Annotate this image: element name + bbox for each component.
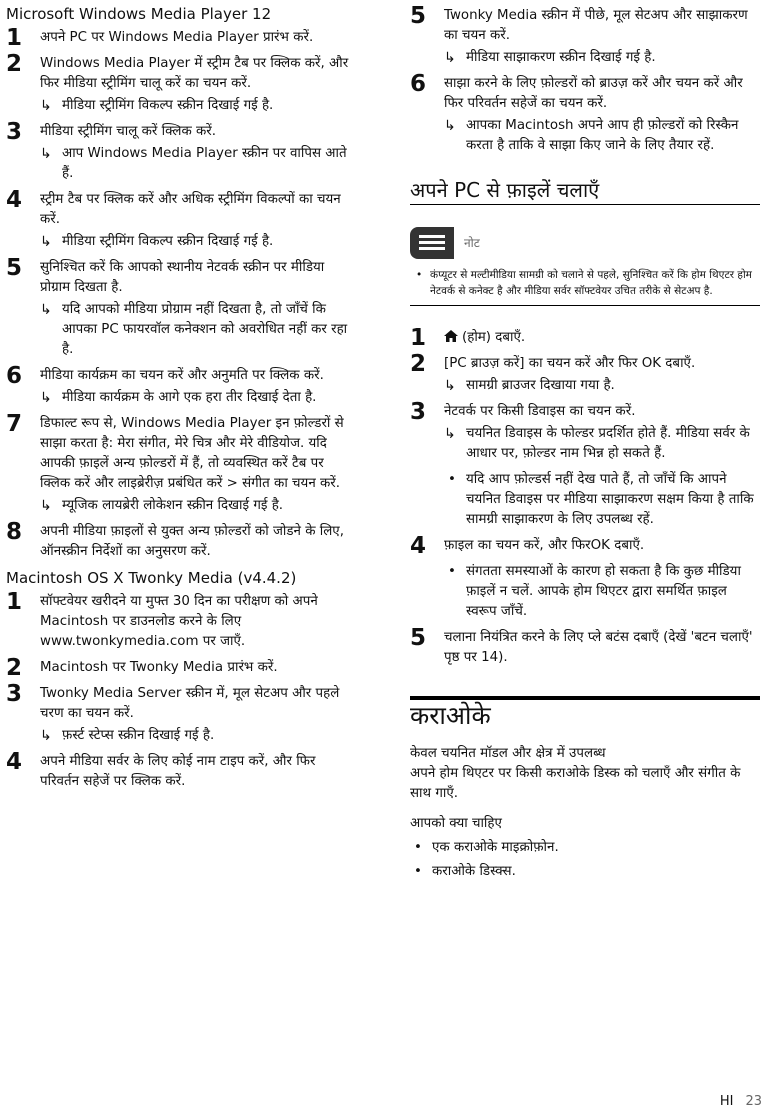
need-item-text: एक कराओके माइक्रोफ़ोन.	[432, 840, 559, 855]
mac-steps-continued	[410, 3, 760, 156]
step-text	[444, 628, 760, 668]
step-result	[40, 496, 356, 516]
result-text: मीडिया साझाकरण स्क्रीन दिखाई गई है.	[466, 50, 656, 65]
left-column	[6, 0, 356, 798]
step-number: 2	[410, 351, 427, 377]
result-text: मीडिया कार्यक्रम के आगे एक हरा तीर दिखाई देता है.	[62, 390, 317, 405]
need-item: • कराओके डिस्क्स.	[414, 864, 516, 879]
step-number: 7	[6, 411, 23, 437]
step-text	[40, 54, 356, 94]
note-label: नोट	[464, 236, 480, 250]
note-icon	[410, 227, 454, 259]
step-label: (होम) दबाएँ.	[462, 330, 526, 345]
step-text	[40, 592, 356, 652]
step-label: फ़ाइल का चयन करें, और फिरOK दबाएँ.	[444, 538, 645, 553]
step-result	[444, 376, 760, 396]
step-number: 1	[410, 325, 427, 351]
step-label: Twonky Media स्क्रीन में पीछे, मूल सेटअप और साझाकरण का चयन करें.	[444, 8, 748, 43]
step-bullet: • यदि आप फ़ोल्डर्स नहीं देख पाते हैं, तो जाँचें कि आपने चयनित डिवाइस पर मीडिया साझाकरण सक्षम किया है ताकि सामग्री साझाकरण के लिए उपलब्ध रहें.	[448, 472, 754, 527]
step-text	[444, 6, 760, 46]
result-text: आपका Macintosh अपने आप ही फ़ोल्डरों को रिस्कैन करता है ताकि वे साझा किए जाने के लिए तैयार रहें.	[466, 118, 739, 153]
result-arrow-icon: ↳	[40, 234, 52, 250]
step-label: मीडिया कार्यक्रम का चयन करें और अनुमति पर क्लिक करें.	[40, 368, 324, 383]
step-label: साझा करने के लिए फ़ोल्डरों को ब्राउज़ करें और चयन करें और फिर परिवर्तन सहेजें का चयन करें.	[444, 76, 743, 111]
need-label: आपको क्या चाहिए	[410, 816, 502, 831]
result-arrow-icon: ↳	[40, 146, 52, 162]
step-number: 5	[6, 255, 23, 281]
step	[6, 519, 356, 562]
section-karaoke	[410, 696, 760, 730]
step	[410, 71, 760, 156]
step-text	[444, 536, 760, 556]
step-result	[444, 424, 760, 464]
step-text	[444, 74, 760, 114]
step	[6, 681, 356, 746]
need-list	[410, 838, 760, 882]
result-text: मीडिया स्ट्रीमिंग विकल्प स्क्रीन दिखाई गई है.	[62, 234, 274, 249]
step-number: 4	[6, 187, 23, 213]
step-label: [PC ब्राउज़ करें] का चयन करें और फिर OK दबाएँ.	[444, 356, 696, 371]
footer-lang: HI	[719, 1094, 734, 1109]
page-footer	[720, 1092, 762, 1112]
step-number: 3	[6, 119, 23, 145]
step-label: चलाना नियंत्रित करने के लिए प्ले बटंस दबाएँ (देखें 'बटन चलाएँ' पृष्ठ पर 14).	[444, 630, 753, 665]
result-text: यदि आपको मीडिया प्रोग्राम नहीं दिखता है, तो जाँचें कि आपका PC फायरवॉल कनेक्शन को अवरोधित नहीं कर रहा है.	[62, 302, 348, 357]
step-text	[40, 258, 356, 298]
step	[410, 325, 760, 351]
step-label: Windows Media Player में स्ट्रीम टैब पर क्लिक करें, और फिर मीडिया स्ट्रीमिंग चालू करें का चयन करें.	[40, 56, 349, 91]
note-box	[410, 227, 760, 306]
result-arrow-icon: ↳	[40, 98, 52, 114]
wmp-heading: Microsoft Windows Media Player 12	[6, 5, 272, 23]
step	[6, 363, 356, 408]
step-text	[40, 28, 356, 48]
step-number: 3	[6, 681, 23, 707]
result-text: सामग्री ब्राउजर दिखाया गया है.	[466, 378, 615, 393]
result-arrow-icon: ↳	[40, 728, 52, 744]
note-header	[410, 227, 760, 259]
step-label: Twonky Media Server स्क्रीन में, मूल सेटअप और पहले चरण का चयन करें.	[40, 686, 340, 721]
step-text	[444, 354, 760, 374]
step-result	[40, 300, 356, 360]
step-text	[444, 402, 760, 422]
step-number: 5	[410, 625, 427, 651]
step-label: डिफाल्ट रूप से, Windows Media Player इन फ़ोल्डरों से साझा करता है: मेरा संगीत, मेरे चित्र और मेरे वीडियोज. यदि आपकी फ़ाइलें अन्य फ़ोल्डरों में हैं, तो व्यवस्थित करें टैब पर क्लिक करें और लाइब्रेरीज़ प्रबंधित करें > संगीत का चयन करें.	[40, 416, 344, 491]
step	[6, 25, 356, 51]
step-text	[40, 658, 356, 678]
result-text: म्यूजिक लायब्रेरी लोकेशन स्क्रीन दिखाई गई है.	[62, 498, 284, 513]
result-arrow-icon: ↳	[40, 302, 52, 318]
step-label: अपने PC पर Windows Media Player प्रारंभ करें.	[40, 30, 314, 45]
section-karaoke-title: कराओके	[410, 696, 760, 726]
step-text	[40, 190, 356, 230]
step-number: 1	[6, 589, 23, 615]
result-text: मीडिया स्ट्रीमिंग विकल्प स्क्रीन दिखाई गई है.	[62, 98, 274, 113]
step-label: अपने मीडिया सर्वर के लिए कोई नाम टाइप करें, और फिर परिवर्तन सहेजें पर क्लिक करें.	[40, 754, 316, 789]
karaoke-description: अपने होम थिएटर पर किसी कराओके डिस्क को चलाएँ और संगीत के साथ गाएँ.	[410, 766, 741, 801]
result-arrow-icon: ↳	[444, 50, 456, 66]
result-arrow-icon: ↳	[40, 498, 52, 514]
step-text	[40, 414, 356, 494]
step	[6, 589, 356, 652]
note-item: • कंप्यूटर से मल्टीमीडिया सामग्री को चलाने से पहले, सुनिश्चित करें कि होम थिएटर होम नेटवर्क से कनेक्ट है और मीडिया सर्वर सॉफ्टवेयर उचित तरीके से सेटअप है.	[416, 269, 752, 297]
mac-heading: Macintosh OS X Twonky Media (v4.4.2)	[6, 569, 297, 587]
step-number: 1	[6, 25, 23, 51]
step-text	[40, 522, 356, 562]
step-result	[40, 96, 356, 116]
result-arrow-icon: ↳	[444, 118, 456, 134]
step	[410, 533, 760, 622]
step	[410, 351, 760, 396]
karaoke-intro	[410, 744, 760, 882]
bullet-text: संगतता समस्याओं के कारण हो सकता है कि कुछ मीडिया फ़ाइलें न चलें. आपके होम थिएटर द्वारा समर्थित फ़ाइल स्वरूप जाँचें.	[466, 564, 741, 619]
bullet-text: यदि आप फ़ोल्डर्स नहीं देख पाते हैं, तो जाँचें कि आपने चयनित डिवाइस पर मीडिया साझाकरण सक्षम किया है ताकि सामग्री साझाकरण के लिए उपलब्ध रहें.	[466, 472, 754, 527]
section-play-title: अपने PC से फ़ाइलें चलाएँ	[410, 180, 760, 205]
step-label: सुनिश्चित करें कि आपको स्थानीय नेटवर्क स्क्रीन पर मीडिया प्रोग्राम दिखता है.	[40, 260, 325, 295]
step-result	[40, 144, 356, 184]
step	[6, 255, 356, 360]
step-number: 5	[410, 3, 427, 29]
result-text: आप Windows Media Player स्क्रीन पर वापिस आते हैं.	[62, 146, 347, 181]
step-result	[40, 388, 356, 408]
result-arrow-icon: ↳	[444, 426, 456, 442]
step	[6, 187, 356, 252]
need-item: • एक कराओके माइक्रोफ़ोन.	[414, 840, 559, 855]
step-number: 8	[6, 519, 23, 545]
step-label: Macintosh पर Twonky Media प्रारंभ करें.	[40, 660, 278, 675]
step-text	[40, 684, 356, 724]
step-number: 4	[6, 749, 23, 775]
step-result	[40, 232, 356, 252]
step-number: 2	[6, 51, 23, 77]
step	[6, 51, 356, 116]
step-number: 4	[410, 533, 427, 559]
page-number: 23	[745, 1094, 762, 1109]
right-column	[410, 0, 760, 882]
result-arrow-icon: ↳	[444, 378, 456, 394]
step	[6, 655, 356, 681]
karaoke-availability: केवल चयनित मॉडल और क्षेत्र में उपलब्ध	[410, 746, 606, 761]
step-label: नेटवर्क पर किसी डिवाइस का चयन करें.	[444, 404, 636, 419]
play-steps	[410, 325, 760, 668]
step-text	[40, 366, 356, 386]
step	[6, 119, 356, 184]
step-number: 3	[410, 399, 427, 425]
step-text	[444, 328, 760, 348]
step	[410, 625, 760, 668]
step	[6, 749, 356, 792]
step-label: मीडिया स्ट्रीमिंग चालू करें क्लिक करें.	[40, 124, 217, 139]
step-number: 6	[6, 363, 23, 389]
step-label: सॉफ्टवेयर खरीदने या मुफ्त 30 दिन का परीक्षण को अपने Macintosh पर डाउनलोड करने के लिए www.twonkymedia.com पर जाएँ.	[40, 594, 318, 649]
step-label: अपनी मीडिया फ़ाइलों से युक्त अन्य फ़ोल्डरों को जोडने के लिए, ऑनस्क्रीन निर्देशों का अनुसरण करें.	[40, 524, 344, 559]
step-bullet: • संगतता समस्याओं के कारण हो सकता है कि कुछ मीडिया फ़ाइलें न चलें. आपके होम थिएटर द्वारा समर्थित फ़ाइल स्वरूप जाँचें.	[448, 564, 741, 619]
step	[410, 3, 760, 68]
note-text: कंप्यूटर से मल्टीमीडिया सामग्री को चलाने से पहले, सुनिश्चित करें कि होम थिएटर होम नेटवर्क से कनेक्ट है और मीडिया सर्वर सॉफ्टवेयर उचित तरीके से सेटअप है.	[430, 269, 752, 297]
home-icon	[444, 330, 462, 345]
step-number: 2	[6, 655, 23, 681]
step-text	[40, 752, 356, 792]
wmp-steps	[6, 25, 356, 562]
step-result	[40, 726, 356, 746]
step	[6, 411, 356, 516]
step-number: 6	[410, 71, 427, 97]
need-item-text: कराओके डिस्क्स.	[432, 864, 516, 879]
step-label: स्ट्रीम टैब पर क्लिक करें और अधिक स्ट्रीमिंग विकल्पों का चयन करें.	[40, 192, 341, 227]
step-text	[40, 122, 356, 142]
step	[410, 399, 760, 530]
result-text: फ़र्स्ट स्टेप्स स्क्रीन दिखाई गई है.	[62, 728, 215, 743]
result-text: चयनित डिवाइस के फोल्डर प्रदर्शित होते हैं. मीडिया सर्वर के आधार पर, फ़ोल्डर नाम भिन्न हो सकते हैं.	[466, 426, 750, 461]
step-result	[444, 48, 760, 68]
result-arrow-icon: ↳	[40, 390, 52, 406]
step-result	[444, 116, 760, 156]
mac-steps	[6, 589, 356, 792]
section-play	[410, 180, 760, 205]
